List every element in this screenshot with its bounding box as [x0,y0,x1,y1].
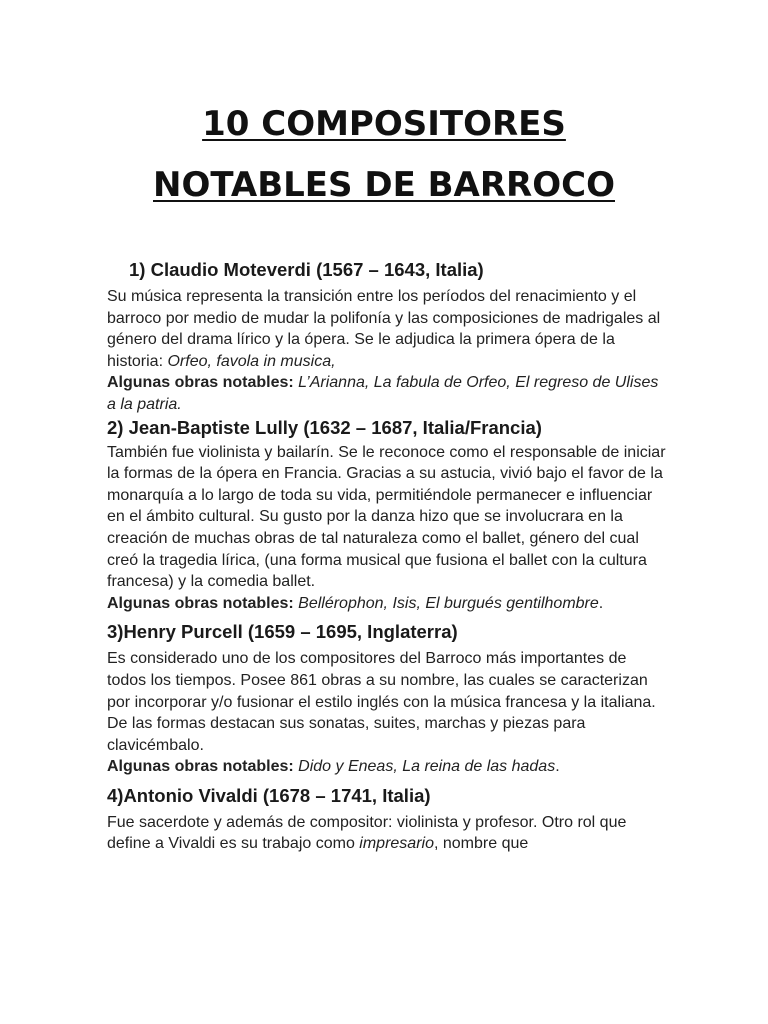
document-title-line-1: 10 COMPOSITORES [202,104,566,144]
notable-works-list: Bellérophon, Isis, El burgués gentilhombre [293,594,599,612]
composer-section-monteverdi [107,258,667,416]
document-title-line-2: NOTABLES DE BARROCO [153,165,615,205]
composer-section-purcell [107,620,667,778]
notable-works-label: Algunas obras notables: [107,594,294,612]
composer-section-vivaldi [107,784,667,855]
notable-works [107,756,667,778]
description-italic-text: Orfeo, favola in musica, [167,352,336,370]
notable-works-label: Algunas obras notables: [107,758,294,776]
notable-works [107,593,667,615]
composer-description: También fue violinista y bailarín. Se le reconoce como el responsable de iniciar la formas de la ópera en Francia. Gracias a su astucia, vivió bajo el favor de la monarquía a lo largo de toda su vida, permitiéndole permanecer e influenciar en el ámbito cultural. Su gusto por la danza hizo que se involucrara en la creación de muchas obras de tal naturaleza como el ballet, género del cual creó la tragedia lírica, (una forma musical que fusiona el ballet con la cultura francesa) y la comedia ballet. [107,443,666,591]
notable-works-list: L’Arianna, La fabula de Orfeo, El regreso de Ulises a la patria. [107,374,659,413]
description-text: Su música representa la transición entre los períodos del renacimiento y el barroco por medio de mudar la polifonía y las composiciones de madrigales al género del drama lírico y la ópera. Se le adjudica la primera ópera de la historia: [107,288,661,370]
composer-description: Es considerado uno de los compositores del Barroco más importantes de todos los tiempos. Posee 861 obras a su nombre, las cuales se caracterizan por incorporar y/o fusionar el estilo inglés con la música francesa y la italiana. De las formas destacan sus sonatas, suites, marchas y piezas para clavicémbalo. [107,650,656,754]
notable-works-end: . [598,594,604,612]
notable-works-label: Algunas obras notables: [107,374,294,392]
composer-heading: 4)Antonio Vivaldi (1678 – 1741, Italia) [107,784,431,806]
composer-description [107,286,667,372]
composer-heading: 1) Claudio Moteverdi (1567 – 1643, Italia) [129,259,484,280]
composer-heading: 3)Henry Purcell (1659 – 1695, Inglaterra) [107,621,458,643]
composer-heading: 2) Jean-Baptiste Lully (1632 – 1687, Italia/Francia) [107,416,542,438]
notable-works [107,372,667,415]
document-body [107,258,667,855]
description-text-end: , nombre que [433,835,529,853]
composer-description [107,812,667,855]
description-text: Fue sacerdote y además de compositor: violinista y profesor. Otro rol que define a Vivaldi es su trabajo como [107,813,627,853]
notable-works-list: Dido y Eneas, La reina de las hadas [293,758,556,776]
composer-section-lully [107,416,667,615]
notable-works-end: . [555,758,560,776]
description-italic-text: impresario [359,835,434,853]
